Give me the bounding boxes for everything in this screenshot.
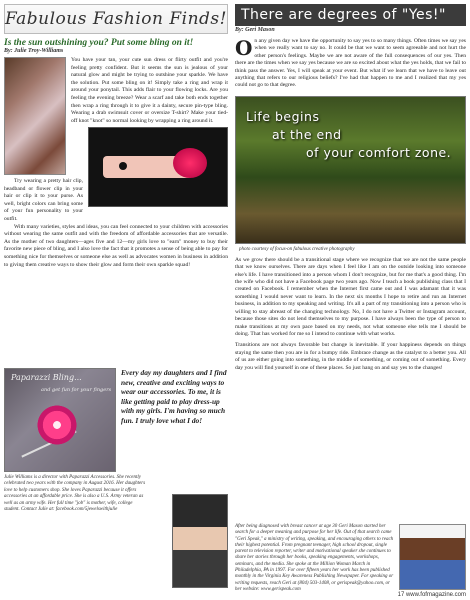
fashion-paragraph-3: With many varieties, styles and ideas, you can feel connected to your children with accessories without wearing the same outfit and with the freedom of affordable accessories that are versatile. As the mother of two daughters—ages five and 12—my girls love to "earn" money to buy their favorite new piece of bling, and I also love the fact that it promotes a sense of being able to pay for something nice for themselves or someone else as well as advocates women in business in addition to giving them creative ways to show their glow and form their own sparkle squad! bbox=[4, 223, 228, 268]
photo-credit: photo courtesy of focus-on fabulous creative photography bbox=[239, 246, 355, 252]
paparazzi-image-subtitle: and get fun for your fingers bbox=[41, 387, 112, 393]
drop-cap: O bbox=[235, 36, 253, 60]
pull-quote: Every day my daughters and I find new, creative and exciting ways to wear our accessories. To me, it is like getting paid to play dress-up with my girls. I'm having so much fun. I truly love what I do! bbox=[121, 368, 227, 425]
flower-ring-icon bbox=[35, 403, 79, 447]
fashion-body bbox=[4, 57, 228, 269]
hair-clip-photo bbox=[88, 127, 228, 207]
fashion-article bbox=[4, 4, 228, 269]
geri-bio: After being diagnosed with breast cancer at age 30 Geri Mason started her search for a deeper meaning and purpose for her life. Out of that search came "Geri Speak," a ministry of writing, speaking, and encouraging others to reach their highest potential. From pregnant teenager, high school dropout, single parent to television reporter, writer and motivational speaker she continues to share her stories through her books, speaking engagements, workshops, seminars, and the media. She spoke at the Million Woman March in Philadelphia, PA in 1997. For over fifteen years her work has been published monthly in the Virginia Key Awareness Publishing Newspaper. For speaking or writing requests, reach Geri at (804) 503-1408, or gerispeak@yahoo.com, or her website: www.gerispeak.com bbox=[235, 524, 394, 592]
yes-paragraph-1: n any given day we have the opportunity to say yes to so many things. Often times we say yes when we really want to say no. It could be that we want to seem agreeable and not hurt the other person's feelings. Maybe we are not aware of the full consequences of our yes. Then there are the times when we say yes because we are so excited about what the yes holds, that we fail to think pass the answer. Yes, I will speak at your event. But what if we learn that we have to leave out anything that refers to our religious beliefs? I've had that happen to me and I realized that my yes could not go to that degree. bbox=[235, 38, 466, 89]
comfort-text-line-1: Life begins bbox=[246, 108, 320, 124]
fashion-headline: Is the sun outshining you? Put some bling on it! bbox=[4, 38, 194, 48]
geri-portrait-photo bbox=[399, 524, 466, 590]
fashion-byline: By: Julie Troy-Williams bbox=[4, 48, 64, 54]
scarf-photo bbox=[4, 57, 66, 175]
yes-paragraph-2: As we grow there should be a transitional stage where we recognize that we are not the same people that we know ourselves. There are days when I feel like I am on the outside looking into someone else's life. I have transitioned into a person whom I don't recognize, but for me that's a good thing. I'm the wife who did not have a Facebook page two years ago. Now I teach a book publishing class that I created on Facebook. I remember when the Internet first came out and I was adamant that it was something I would never want to learn. In the next six months I hope to retire and run an Internet business, in addition to my speaking and writing. It's all a part of my transitioning into a person who is willing to stay abreast of the changing technology. No, I do not have a Twitter or Instagram account, because those sites do not lend themselves to my purpose. I have always been the type of person to make transitions at my own pace based on my needs, not what someone else tells me I should be doing. That has worked for me so I intend to continue with what works. bbox=[235, 256, 466, 337]
paparazzi-ring-photo bbox=[4, 368, 116, 472]
yes-byline: By: Geri Mason bbox=[235, 27, 275, 33]
paparazzi-section bbox=[4, 368, 228, 513]
page-footer[interactable]: 17 www.fofmagazine.com bbox=[397, 592, 466, 598]
fashion-paragraph-2: Try wearing a pretty hair clip, headband or flower clip in your hair or clip it to your purse. As well, bright colors can bring some of your fun personality to your outfit. bbox=[4, 178, 83, 222]
julie-bio: Julie Williams is a director with Paparazzi Accessories. She recently celebrated two years with the company in August 2016. Her daughters love to help customers shop. She loves Paparazzi because it offers accessories at an affordable price. She is also a U.S. Army veteran as well as an army wife. Her full time "job" is mother, wife, college student. Contact Julie at: facebook.com/5jewelswithjulie bbox=[4, 475, 146, 513]
fashion-banner: Fabulous Fashion Finds! bbox=[4, 4, 228, 34]
yes-paragraph-1-block bbox=[235, 38, 466, 90]
julie-portrait-photo bbox=[172, 494, 228, 588]
paparazzi-image-title: Paparazzi Bling... bbox=[11, 373, 82, 382]
flower-icon bbox=[173, 148, 207, 178]
comfort-zone-photo bbox=[235, 96, 466, 244]
yes-banner: There are degrees of "Yes!" bbox=[235, 4, 466, 26]
yes-article bbox=[235, 4, 466, 372]
yes-paragraph-3: Transitions are not always favorable but change is inevitable. If your happiness depends on things staying the same then you are in for a bumpy ride. Embrace change as the catalyst to a better you. All of us are either going into something, in the middle of something, or coming out of something. Every day you will find yourself in one of these places. So just hang on and say yes to the changes! bbox=[235, 342, 466, 371]
fashion-paragraph-1: You have your tan, your cute sun dress or flirty outfit and you're feeling pretty confident. But it seems the sun is jealous of your natural glow and might be trying to outshine your sparkle. We have the solution. Put some bling on it! Simply take a ring and wrap it around your ponytail. This adds flair to your flowing locks. Are you feeling the evening breeze? Wear a scarf and take both ends together then wrap a ring through it to give it a dainty, secure pin-type bling. Wearing a drab swimsuit cover or oversize T-shirt? Make your tied-off knot "knot" so normal looking by wrapping a ring around it. bbox=[71, 57, 228, 124]
comfort-text-line-3: of your comfort zone. bbox=[306, 144, 452, 160]
comfort-text-line-2: at the end bbox=[272, 126, 342, 142]
